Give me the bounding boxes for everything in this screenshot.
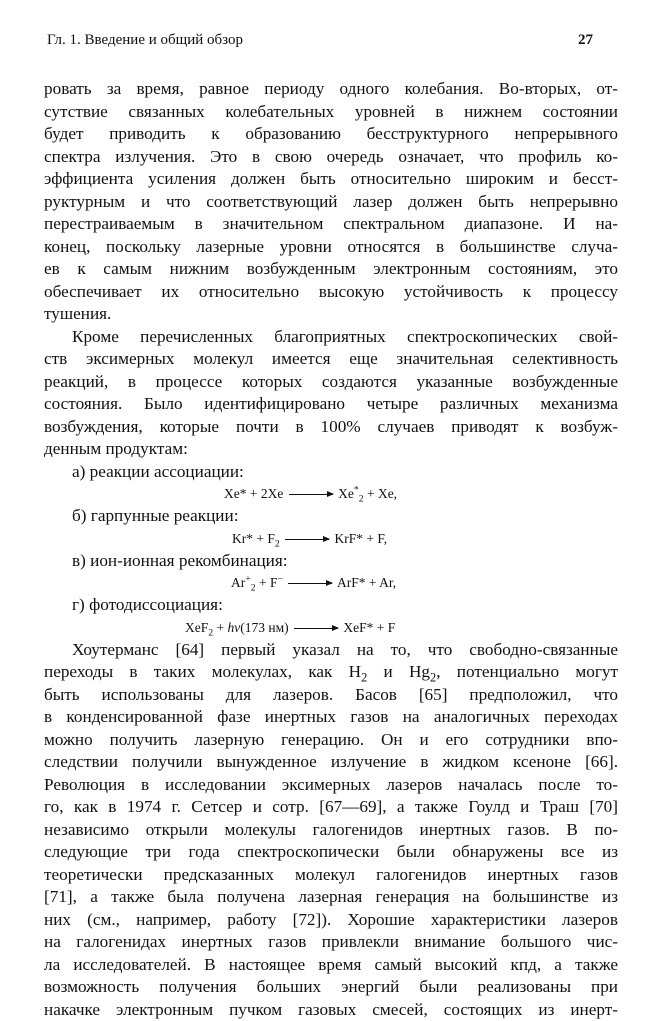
text-line: них (см., например, работу [72]). Хорошие характеристики лазеров: [44, 909, 618, 932]
text-line: [71], а также была получена лазерная генерация на большинстве из: [44, 886, 618, 909]
text-line: независимо открыли молекулы галогенидов инертных газов. В по-: [44, 819, 618, 842]
text-line: возбуждения, которые почти в 100% случаев приводят к возбуж-: [44, 416, 618, 439]
text-line: накачке электронным пучком газовых смесей, состоящих из инерт-: [44, 999, 618, 1021]
text-line: ровать за время, равное периоду одного колебания. Во-вторых, от-: [44, 78, 618, 101]
mechanism-label: г) фотодиссоциация:: [44, 594, 618, 617]
reaction-arrow-icon: [288, 583, 332, 584]
text-line: эффициента усиления должен быть относительно широким и бесст-: [44, 168, 618, 191]
text-line: руктурным и что соответствующий лазер должен быть непрерывно: [44, 191, 618, 214]
eq-rhs: KrF* + F,: [334, 531, 387, 546]
paragraph-1: [44, 78, 618, 326]
text-line: следующие три года спектроскопически были обнаружены все из: [44, 841, 618, 864]
text-line: на галогенидах инертных газов привлекли внимание большого чис-: [44, 931, 618, 954]
eq-lhs: XeF$_2$ + hν(173 нм): [185, 620, 289, 635]
text-line: реакций, в процессе которых создаются указанные возбужденные: [44, 371, 618, 394]
eq-lhs: Xe* + 2Xe: [224, 486, 283, 501]
text-line: ев к самым нижним возбужденным электронным состояниям, это: [44, 258, 618, 281]
eq-lhs: $Kr* + F_2$: [232, 531, 280, 546]
reaction-arrow-icon: [285, 539, 329, 540]
mechanism-label: а) реакции ассоциации:: [44, 461, 618, 484]
text-line: быть использованы для лазеров. Басов [65] предположил, что: [44, 684, 618, 707]
eq-lhs: $Ar^+_2 + F^-$: [231, 575, 283, 590]
page-number: 27: [578, 32, 593, 49]
equation-ion-recombination: [44, 572, 618, 594]
chapter-title: Гл. 1. Введение и общий обзор: [47, 32, 243, 49]
text-line: сутствие связанных колебательных уровней в нижнем состоянии: [44, 101, 618, 124]
text-line: теоретически предсказанных молекул галогенидов инертных газов: [44, 864, 618, 887]
equation-association: [44, 483, 618, 505]
text-line: будет приводить к образованию бесструктурного непрерывного: [44, 123, 618, 146]
mechanism-label: в) ион-ионная рекомбинация:: [44, 550, 618, 573]
equation-photodissociation: [44, 617, 618, 639]
text-line: конец, поскольку лазерные уровни относятся в большинстве случа-: [44, 236, 618, 259]
reaction-arrow-icon: [294, 628, 338, 629]
body-text-block: [44, 78, 618, 1021]
text-line: возможность получения больших энергий были реализованы при: [44, 976, 618, 999]
eq-rhs: ArF* + Ar,: [337, 575, 396, 590]
text-line: Хоутерманс [64] первый указал на то, что свободно-связанные: [44, 639, 618, 662]
text-line: Революция в исследовании эксимерных лазеров началась после то-: [44, 774, 618, 797]
mechanism-list: [44, 461, 618, 639]
text-line: Кроме перечисленных благоприятных спектроскопических свой-: [44, 326, 618, 349]
text-line: денным продуктам:: [44, 438, 618, 461]
text-line: перестраиваемым в значительном спектральном диапазоне. И на-: [44, 213, 618, 236]
text-line: ла исследователей. В настоящее время самый высокий кпд, а также: [44, 954, 618, 977]
text-line: спектра излучения. Это в свою очередь означает, что профиль ко-: [44, 146, 618, 169]
text-line: обеспечивает их относительно высокую устойчивость к процессу: [44, 281, 618, 304]
text-line: переходы в таких молекулах, как $H_2$ и $Hg_2$, потенциально могут: [44, 661, 618, 684]
text-line: ств эксимерных молекул имеется еще значительная селективность: [44, 348, 618, 371]
running-header: [47, 32, 593, 54]
equation-harpoon: [44, 528, 618, 550]
mechanism-label: б) гарпунные реакции:: [44, 505, 618, 528]
text-line: тушения.: [44, 303, 618, 326]
eq-rhs: XeF* + F: [343, 620, 395, 635]
reaction-arrow-icon: [289, 494, 333, 495]
text-line: можно получить лазерную генерацию. Он и его сотрудники впо-: [44, 729, 618, 752]
text-line: го, как в 1974 г. Сетсер и сотр. [67—69], а также Гоулд и Траш [70]: [44, 796, 618, 819]
text-line: следствии получили вынужденное излучение в жидком ксеноне [66].: [44, 751, 618, 774]
text-line: состояния. Было идентифицировано четыре различных механизма: [44, 393, 618, 416]
paragraph-2: [44, 326, 618, 461]
text-line: в конденсированной фазе инертных газов на аналогичных переходах: [44, 706, 618, 729]
paragraph-3: [44, 639, 618, 1021]
eq-rhs: $Xe^*_2 + Xe$,: [338, 486, 397, 501]
